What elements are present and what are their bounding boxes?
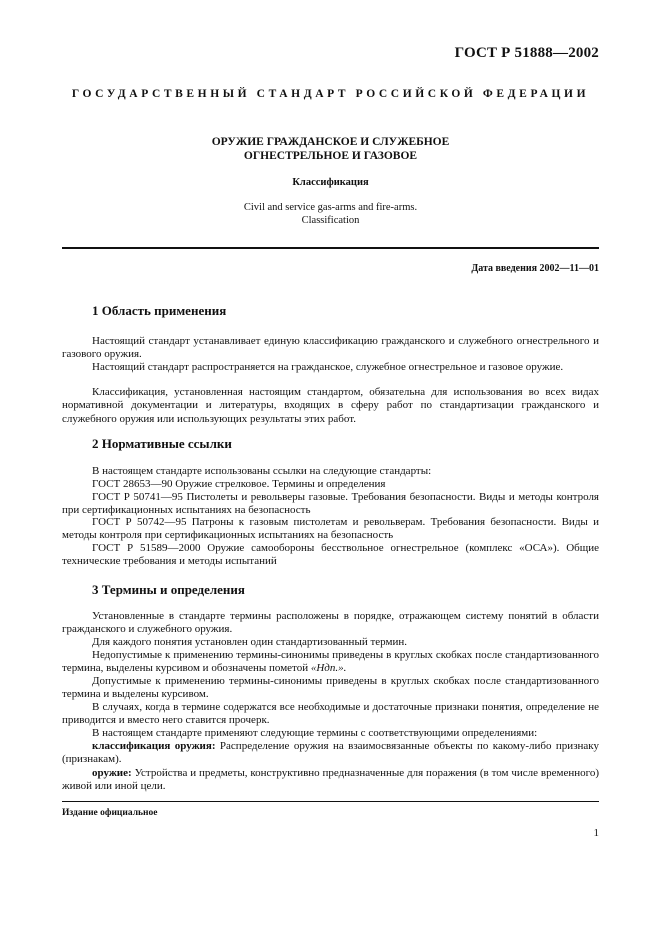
definition-text: Устройства и предметы, конструктивно предназначенные для поражения (в том числе временного) живой или иной цели.	[62, 767, 599, 793]
reference-item: ГОСТ Р 50742—95 Патроны к газовым пистолетам и револьверам. Требования безопасности. Виды и методы контроля при сертификационных испытаниях на безопасность	[62, 516, 599, 542]
definition-item	[62, 740, 599, 767]
english-title-line1: Civil and service gas-arms and fire-arms.	[243, 202, 418, 213]
reference-item: ГОСТ 28653—90 Оружие стрелковое. Термины и определения	[92, 478, 386, 490]
reference-item: ГОСТ Р 50741—95 Пистолеты и револьверы газовые. Требования безопасности. Виды и методы контроля при сертификационных испытаниях на безопасность	[62, 491, 599, 517]
definition-term: оружие:	[92, 767, 132, 779]
english-title	[62, 201, 599, 227]
title-divider	[62, 247, 599, 249]
standard-code: ГОСТ Р 51888—2002	[454, 45, 599, 61]
section-3-paragraph: В настоящем стандарте применяют следующие термины с соответствующими определениями:	[92, 727, 538, 739]
intro-date: Дата введения 2002—11—01	[471, 263, 599, 274]
section-1-paragraph: Классификация, установленная настоящим стандартом, обязательна для использования во всех видах нормативной документации и литературы, входящих в сферу работ по стандартизации гражданского и служебного оружия или использующих результаты этих работ.	[62, 386, 599, 425]
document-title-line2: ОГНЕСТРЕЛЬНОЕ И ГАЗОВОЕ	[243, 150, 418, 162]
page-number: 1	[593, 827, 599, 839]
document-title	[62, 135, 599, 163]
definition-term: классификация оружия:	[92, 740, 216, 752]
footer-divider	[62, 801, 599, 802]
section-3-paragraph: Для каждого понятия установлен один стандартизованный термин.	[92, 636, 407, 648]
definition-text: Распределение оружия на взаимосвязанные объекты по какому-либо признаку (признакам).	[62, 740, 599, 766]
section-2-paragraph: В настоящем стандарте использованы ссылки на следующие стандарты:	[92, 465, 432, 477]
section-heading-terms: 3 Термины и определения	[92, 582, 245, 597]
section-3-paragraph: Допустимые к применению термины-синонимы приведены в круглых скобках после стандартизованного термина и выделены курсивом.	[62, 675, 599, 701]
english-title-line2: Classification	[301, 215, 360, 226]
state-standard-title: ГОСУДАРСТВЕННЫЙ СТАНДАРТ РОССИЙСКОЙ ФЕДЕРАЦИИ	[71, 88, 590, 100]
section-1-paragraph: Настоящий стандарт распространяется на гражданское, служебное огнестрельное и газовое оружие.	[92, 361, 564, 373]
definition-item	[62, 767, 599, 794]
section-heading-references: 2 Нормативные ссылки	[92, 436, 232, 451]
section-3-paragraph: В случаях, когда в термине содержатся все необходимые и достаточные признаки понятия, определение не приводится и вместо него ставится прочерк.	[62, 701, 599, 727]
ndp-mark: «Ндп.».	[310, 662, 347, 675]
reference-item: ГОСТ Р 51589—2000 Оружие самообороны бесствольное огнестрельное (комплекс «ОСА»). Общие технические требования и методы испытаний	[62, 542, 599, 568]
edition-label: Издание официальное	[62, 808, 158, 818]
section-3-paragraph	[62, 649, 599, 676]
section-heading-scope: 1 Область применения	[92, 303, 227, 318]
document-title-line1: ОРУЖИЕ ГРАЖДАНСКОЕ И СЛУЖЕБНОЕ	[211, 136, 450, 148]
document-subtitle: Классификация	[292, 177, 369, 188]
section-3-paragraph: Установленные в стандарте термины расположены в порядке, отражающем систему понятий в области гражданского и служебного оружия.	[62, 610, 599, 636]
section-1-paragraph: Настоящий стандарт устанавливает единую классификацию гражданского и служебного огнестрельного и газового оружия.	[62, 335, 599, 361]
nonrecommended-terms-text: Недопустимые к применению термины-синонимы приведены в круглых скобках после стандартизованного термина, выделены курсивом и обозначены пометой	[62, 649, 599, 675]
